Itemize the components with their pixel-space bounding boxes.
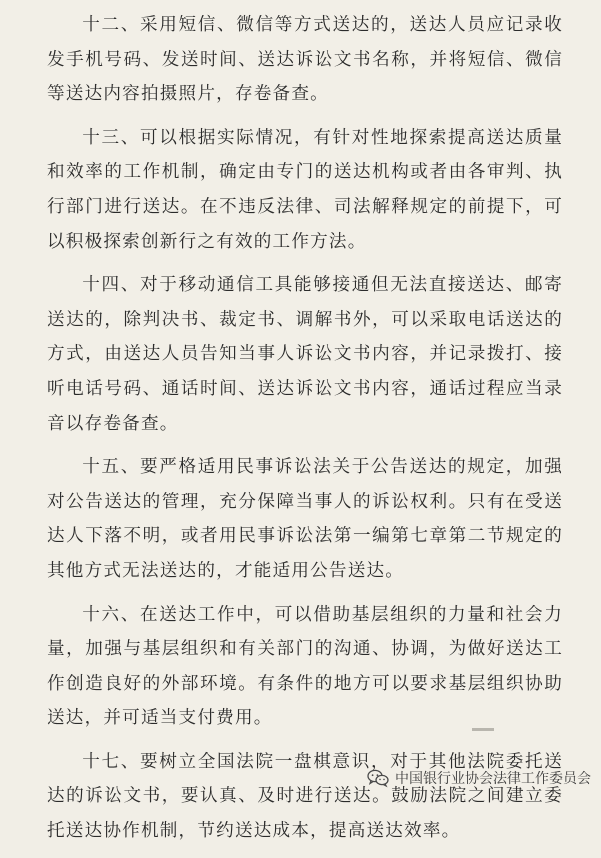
wechat-icon (367, 769, 389, 787)
account-name: 中国银行业协会法律工作委员会 (395, 771, 591, 787)
page-number-mark (472, 728, 494, 731)
paragraph-12: 十二、采用短信、微信等方式送达的，送达人员应记录收发手机号码、发送时间、送达诉讼文书名称，并将短信、微信等送达内容拍摄照片，存卷备查。 (47, 15, 563, 105)
watermark-footer (367, 766, 591, 790)
paragraph-17: 十七、要树立全国法院一盘棋意识，对于其他法院委托送达的诉讼文书，要认真、及时进行送达。鼓励法院之间建立委托送达协作机制，节约送达成本，提高送达效率。 (47, 751, 563, 842)
paragraph-14: 十四、对于移动通信工具能够接通但无法直接送达、邮寄送达的，除判决书、裁定书、调解书外，可以采取电话送达的方式，由送达人员告知当事人诉讼文书内容，并记录拨打、接听电话号码、通话时间、送达诉讼文书内容，通话过程应当录音以存卷备查。 (47, 275, 563, 434)
paragraph-16: 十六、在送达工作中，可以借助基层组织的力量和社会力量，加强与基层组织和有关部门的沟通、协调，为做好送达工作创造良好的外部环境。有条件的地方可以要求基层组织协助送达，并可适当支付费用。 (47, 604, 563, 729)
paragraph-13: 十三、可以根据实际情况，有针对性地探索提高送达质量和效率的工作机制，确定由专门的送达机构或者由各审判、执行部门进行送达。在不违反法律、司法解释规定的前提下，可以积极探索创新行之有效的工作方法。 (47, 127, 563, 252)
paragraph-15: 十五、要严格适用民事诉讼法关于公告送达的规定，加强对公告送达的管理，充分保障当事人的诉讼权利。只有在受送达人下落不明，或者用民事诉讼法第一编第七章第二节规定的其他方式无法送达的，才能适用公告送达。 (47, 457, 563, 581)
